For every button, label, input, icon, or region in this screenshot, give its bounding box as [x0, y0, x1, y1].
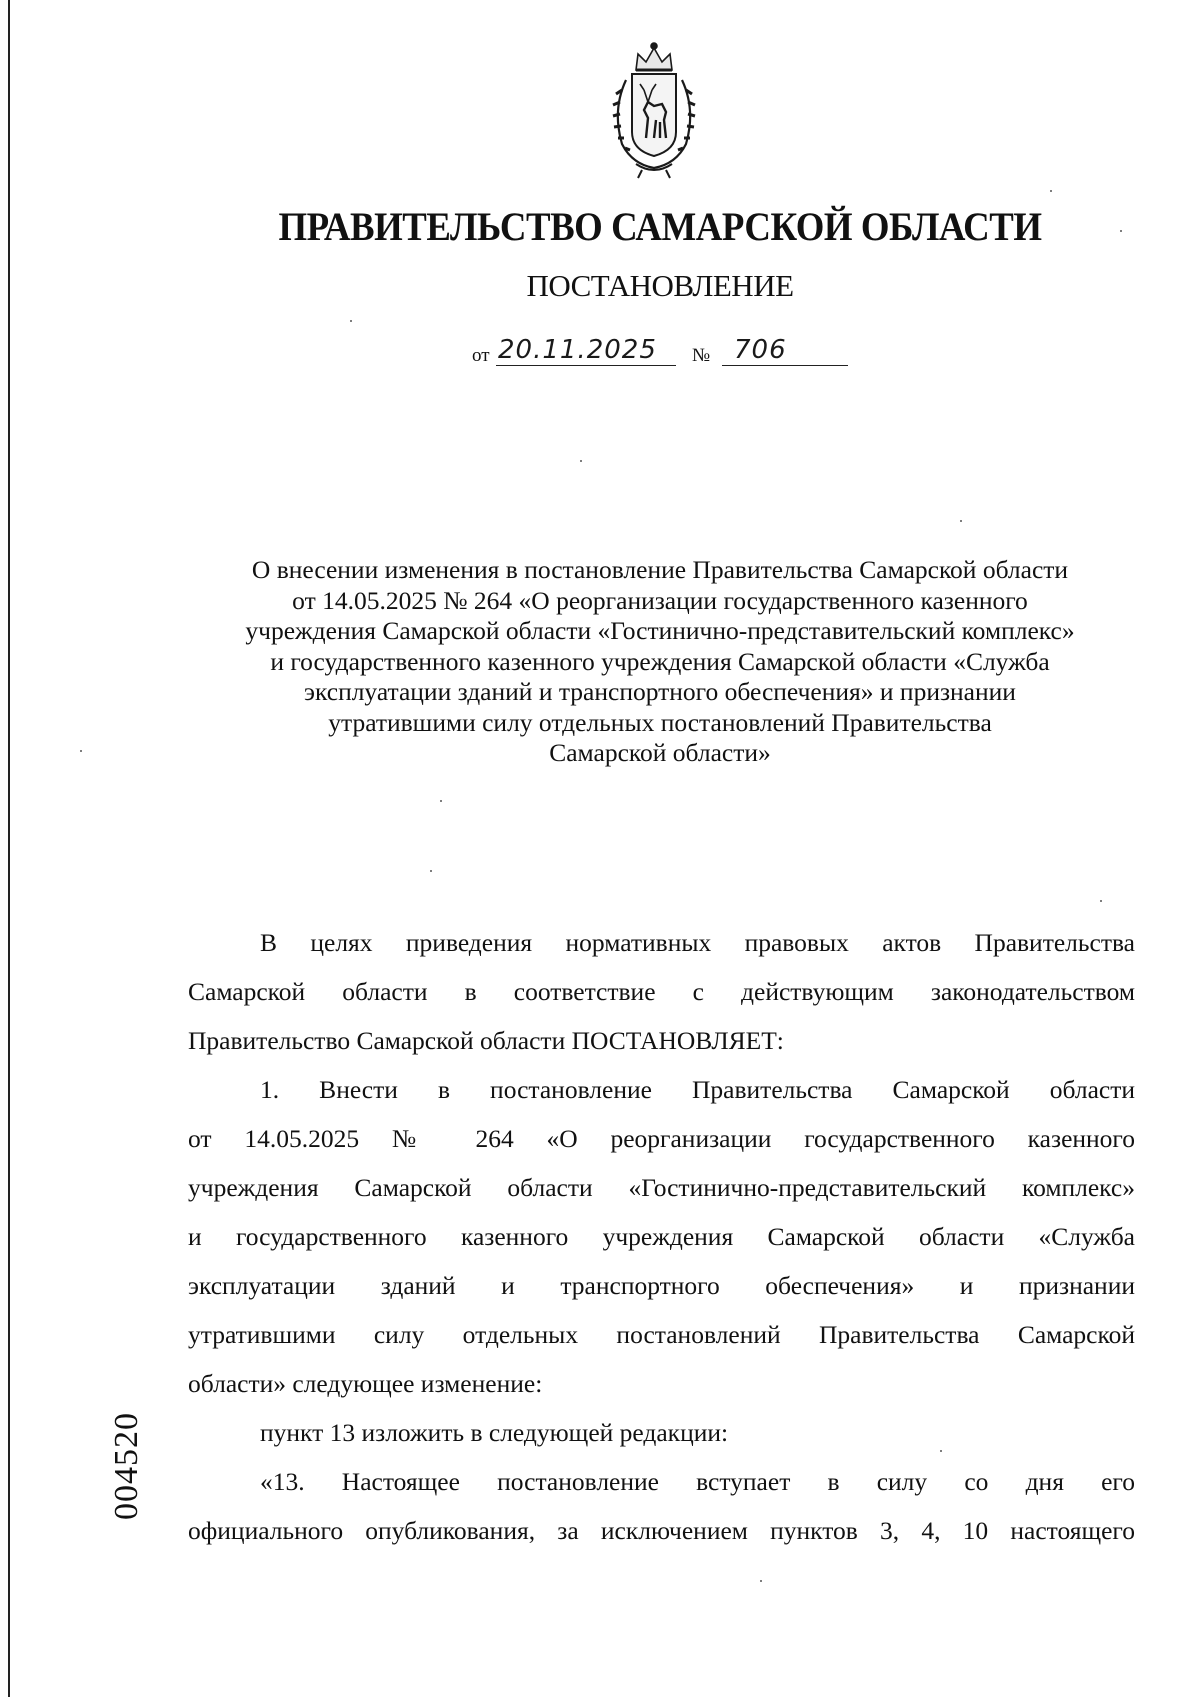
scan-speck	[350, 320, 352, 322]
date-prefix: от	[472, 345, 490, 366]
body-line: официального опубликования, за исключением пунктов 3, 4, 10 настоящего	[188, 1516, 1135, 1545]
body-line: 1. Внести в постановление Правительства Самарской области	[260, 1075, 1135, 1104]
number-underline	[722, 365, 848, 366]
body-line: учреждения Самарской области «Гостинично-представительский комплекс»	[188, 1173, 1135, 1202]
body-line: пункт 13 изложить в следующей редакции:	[260, 1418, 729, 1447]
date-underline	[496, 365, 676, 366]
scan-speck	[760, 1580, 762, 1582]
subject-line: Самарской области»	[549, 738, 771, 767]
subject-line: утратившими силу отдельных постановлений Правительства	[328, 707, 992, 737]
body-line: и государственного казенного учреждения Самарской области «Служба	[188, 1222, 1135, 1251]
body-line: от 14.05.2025 № 264 «О реорганизации государственного казенного	[188, 1124, 1135, 1153]
body-line: эксплуатации зданий и транспортного обеспечения» и признании	[188, 1271, 1135, 1300]
scan-speck	[80, 750, 82, 752]
body-line: области» следующее изменение:	[188, 1369, 543, 1398]
scan-speck	[1050, 190, 1052, 192]
margin-registration-number: 004520	[108, 1412, 145, 1520]
scan-edge-line	[8, 0, 10, 1697]
body-line: Самарской области в соответствие с действующим законодательством	[188, 977, 1135, 1006]
scan-speck	[580, 460, 582, 462]
body-line: «13. Настоящее постановление вступает в силу со дня его	[260, 1467, 1135, 1496]
scan-speck	[1100, 900, 1102, 902]
scan-speck	[960, 520, 962, 522]
scan-speck	[430, 870, 432, 872]
organization-title: ПРАВИТЕЛЬСТВО САМАРСКОЙ ОБЛАСТИ	[278, 204, 1042, 249]
number-prefix: №	[692, 345, 711, 366]
document-type: ПОСТАНОВЛЕНИЕ	[526, 268, 794, 303]
subject-line: О внесении изменения в постановление Правительства Самарской области	[251, 555, 1069, 584]
document-body	[188, 918, 1135, 1555]
date-value: 20.11.2025	[498, 335, 657, 365]
scan-speck	[440, 800, 442, 802]
number-value: 706	[734, 335, 787, 365]
coat-of-arms-icon	[598, 40, 710, 180]
subject-line: от 14.05.2025 № 264 «О реорганизации государственного казенного	[292, 585, 1028, 615]
body-line: утратившими силу отдельных постановлений Правительства Самарской	[188, 1320, 1135, 1349]
document-subject	[190, 555, 1130, 769]
body-line: В целях приведения нормативных правовых актов Правительства	[260, 928, 1135, 957]
subject-line: и государственного казенного учреждения Самарской области «Служба	[270, 646, 1050, 676]
subject-line: эксплуатации зданий и транспортного обеспечения» и признании	[304, 677, 1016, 706]
body-line: Правительство Самарской области ПОСТАНОВЛЯЕТ:	[188, 1026, 784, 1055]
scan-speck	[940, 1450, 942, 1452]
scan-speck	[1120, 230, 1122, 232]
subject-line: учреждения Самарской области «Гостинично-представительский комплекс»	[245, 616, 1075, 645]
